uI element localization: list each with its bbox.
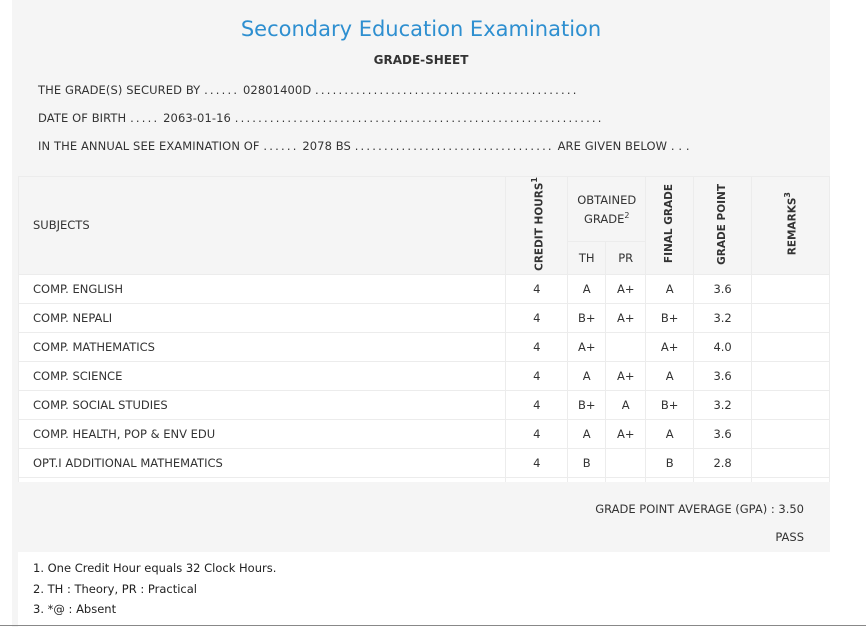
remarks-cell bbox=[752, 303, 830, 332]
th-header: TH bbox=[568, 242, 606, 275]
pr-grade-cell: A+ bbox=[606, 419, 646, 448]
final-grade-cell: A bbox=[646, 361, 694, 390]
grades-table-container bbox=[18, 176, 830, 482]
th-grade-cell: A bbox=[568, 419, 606, 448]
pr-grade-cell: A+ bbox=[606, 361, 646, 390]
pr-grade-cell: A+ bbox=[606, 274, 646, 303]
credit-hours-header: CREDIT HOURS$^1$ bbox=[506, 177, 568, 275]
exam-dots-before: ...... bbox=[263, 139, 299, 153]
notes-box bbox=[18, 552, 830, 627]
th-grade-cell: B+ bbox=[568, 303, 606, 332]
table-row bbox=[19, 274, 830, 303]
grade-point-cell: 3.6 bbox=[694, 419, 752, 448]
exam-label: IN THE ANNUAL SEE EXAMINATION OF bbox=[38, 139, 260, 153]
table-row bbox=[19, 303, 830, 332]
th-grade-cell: B+ bbox=[568, 390, 606, 419]
pr-grade-cell bbox=[606, 448, 646, 477]
grade-point-cell: 3.6 bbox=[694, 274, 752, 303]
th-grade-cell: A bbox=[568, 361, 606, 390]
credit-cell: 4 bbox=[506, 448, 568, 477]
subject-cell: COMP. ENGLISH bbox=[19, 274, 506, 303]
page-title: Secondary Education Examination bbox=[240, 17, 602, 41]
credit-cell: 4 bbox=[506, 361, 568, 390]
result-status: PASS bbox=[775, 530, 804, 544]
remarks-cell bbox=[752, 274, 830, 303]
th-grade-cell: A+ bbox=[568, 332, 606, 361]
symbol-number: 02801400D bbox=[242, 83, 312, 97]
subject-cell: COMP. SOCIAL STUDIES bbox=[19, 390, 506, 419]
note-absent: 3. *@ : Absent bbox=[33, 602, 117, 616]
secured-dots-after: ............................................. bbox=[315, 83, 579, 97]
table-row bbox=[19, 448, 830, 477]
exam-line bbox=[38, 139, 690, 153]
pr-grade-cell: A+ bbox=[606, 303, 646, 332]
bottom-divider bbox=[0, 625, 866, 626]
page-subtitle: GRADE-SHEET bbox=[373, 53, 469, 67]
credit-cell: 4 bbox=[506, 419, 568, 448]
exam-year: 2078 BS bbox=[302, 139, 351, 153]
grade-point-cell: 3.2 bbox=[694, 390, 752, 419]
grade-sheet bbox=[12, 0, 830, 627]
dob-label: DATE OF BIRTH bbox=[38, 111, 127, 125]
th-grade-cell: B bbox=[568, 448, 606, 477]
credit-cell: 4 bbox=[506, 390, 568, 419]
obtained-grade-header: OBTAINED GRADE$^2$ bbox=[568, 177, 646, 242]
remarks-cell bbox=[752, 361, 830, 390]
grade-point-cell: 3.2 bbox=[694, 303, 752, 332]
final-grade-cell: B+ bbox=[646, 390, 694, 419]
final-grade-cell: A+ bbox=[646, 332, 694, 361]
subject-cell: COMP. HEALTH, POP & ENV EDU bbox=[19, 419, 506, 448]
remarks-cell bbox=[752, 390, 830, 419]
secured-by-line bbox=[38, 83, 579, 97]
secured-label: THE GRADE(S) SECURED BY bbox=[38, 83, 201, 97]
table-row bbox=[19, 332, 830, 361]
exam-suffix: ARE GIVEN BELOW . . . bbox=[557, 139, 690, 153]
final-grade-cell: B bbox=[646, 448, 694, 477]
subject-cell: OPT.I ADDITIONAL MATHEMATICS bbox=[19, 448, 506, 477]
secured-dots-before: ...... bbox=[204, 83, 240, 97]
final-grade-cell: A bbox=[646, 419, 694, 448]
grade-point-cell: 4.0 bbox=[694, 332, 752, 361]
exam-dots-after: .................................. bbox=[354, 139, 554, 153]
credit-cell: 4 bbox=[506, 274, 568, 303]
remarks-cell bbox=[752, 332, 830, 361]
remarks-cell bbox=[752, 448, 830, 477]
pr-grade-cell bbox=[606, 332, 646, 361]
dob-dots-after: ............................................................... bbox=[234, 111, 604, 125]
final-grade-cell: A bbox=[646, 274, 694, 303]
gpa-summary: GRADE POINT AVERAGE (GPA) : 3.50 bbox=[595, 502, 804, 516]
remarks-header: REMARKS$^3$ bbox=[752, 177, 830, 275]
th-grade-cell: A bbox=[568, 274, 606, 303]
final-grade-header: FINAL GRADE bbox=[646, 177, 694, 275]
subject-cell: COMP. SCIENCE bbox=[19, 361, 506, 390]
note-credit-hour: 1. One Credit Hour equals 32 Clock Hours. bbox=[33, 561, 277, 575]
note-theory-practical: 2. TH : Theory, PR : Practical bbox=[33, 582, 197, 596]
pr-grade-cell: A bbox=[606, 390, 646, 419]
grade-point-cell: 2.8 bbox=[694, 448, 752, 477]
subject-cell: COMP. NEPALI bbox=[19, 303, 506, 332]
pr-header: PR bbox=[606, 242, 646, 275]
subjects-header: SUBJECTS bbox=[19, 177, 506, 275]
dob-line bbox=[38, 111, 604, 125]
grade-point-header: GRADE POINT bbox=[694, 177, 752, 275]
remarks-cell bbox=[752, 419, 830, 448]
grades-table bbox=[18, 176, 830, 507]
grade-point-cell: 3.6 bbox=[694, 361, 752, 390]
summary-box bbox=[18, 482, 830, 550]
credit-cell: 4 bbox=[506, 303, 568, 332]
dob-dots-before: ..... bbox=[130, 111, 160, 125]
table-row bbox=[19, 419, 830, 448]
subject-cell: COMP. MATHEMATICS bbox=[19, 332, 506, 361]
table-row bbox=[19, 390, 830, 419]
final-grade-cell: B+ bbox=[646, 303, 694, 332]
credit-cell: 4 bbox=[506, 332, 568, 361]
table-row bbox=[19, 361, 830, 390]
dob-value: 2063-01-16 bbox=[163, 111, 231, 125]
